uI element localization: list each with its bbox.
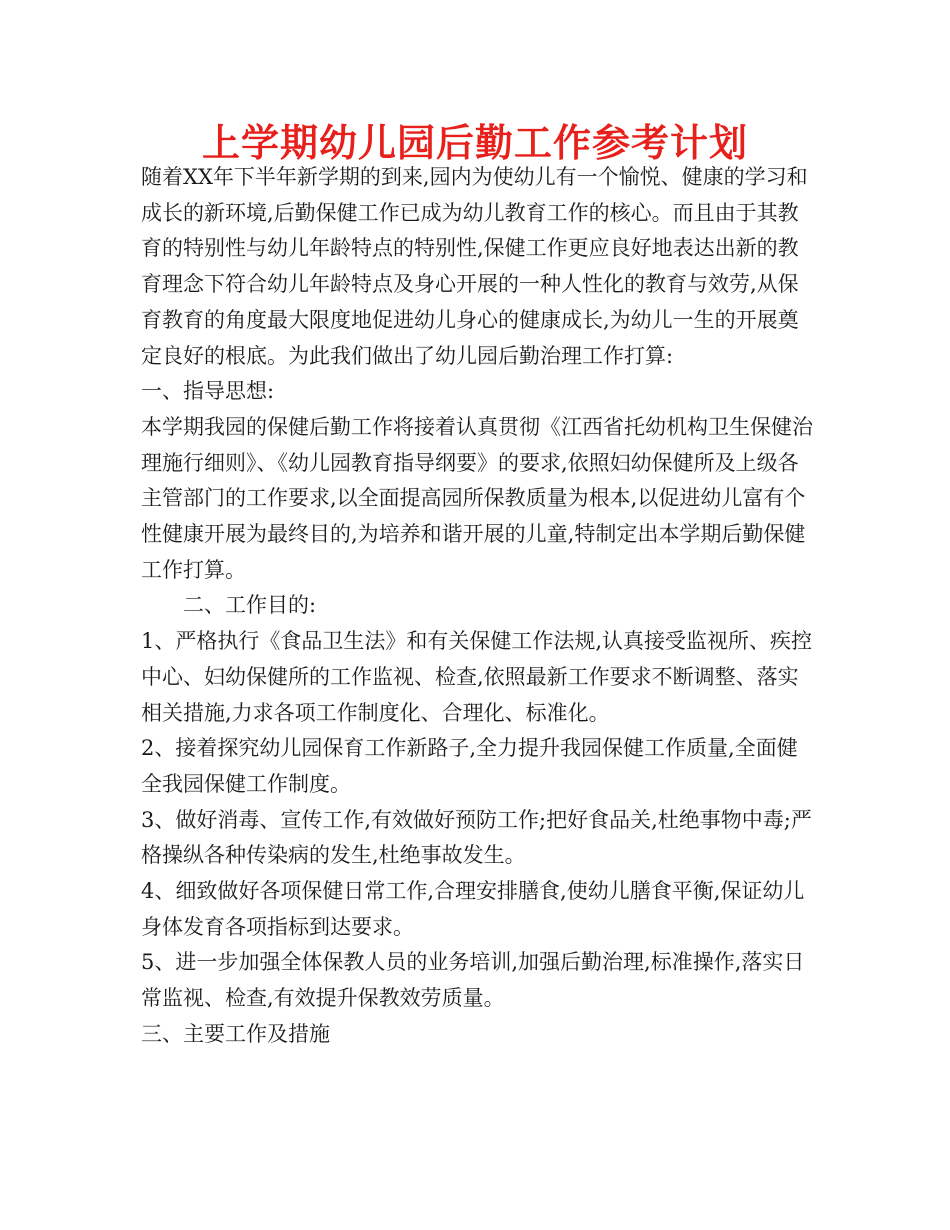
document-title: 上学期幼儿园后勤工作参考计划	[201, 121, 748, 165]
paragraph-guiding-thought: 本学期我园的保健后勤工作将接着认真贯彻《江西省托幼机构卫生保健治理施行细则》、《幼儿园教育指导纲要》的要求,依照妇幼保健所及上级各主管部门的工作要求,以全面提高园所保教质量为根本,以促进幼儿富有个性健康开展为最终目的,为培养和谐开展的儿童,特制定出本学期后勤保健工作打算。	[141, 414, 813, 582]
paragraph-goal-1: 1、严格执行《食品卫生法》和有关保健工作法规,认真接受监视所、疾控中心、妇幼保健所的工作监视、检查,依照最新工作要求不断调整、落实相关措施,力求各项工作制度化、合理化、标准化。	[141, 629, 813, 725]
paragraph-goal-5: 5、进一步加强全体保教人员的业务培训,加强后勤治理,标准操作,落实日常监视、检查,有效提升保教效劳质量。	[141, 950, 805, 1011]
paragraph-goal-3: 3、做好消毒、宣传工作,有效做好预防工作;把好食品关,杜绝事物中毒;严格操纵各种传染病的发生,杜绝事故发生。	[141, 807, 812, 868]
paragraph-intro: 随着XX年下半年新学期的到来,园内为使幼儿有一个愉悦、健康的学习和成长的新环境,后勤保健工作已成为幼儿教育工作的核心。而且由于其教育的特别性与幼儿年龄特点的特别性,保健工作更应良好地表达出新的教育理念下符合幼儿年龄特点及身心开展的一种人性化的教育与效劳,从保育教育的角度最大限度地促进幼儿身心的健康成长,为幼儿一生的开展奠定良好的根底。为此我们做出了幼儿园后勤治理工作打算:	[141, 165, 808, 368]
heading-work-goals: 二、工作目的:	[183, 593, 317, 618]
paragraph-goal-2: 2、接着探究幼儿园保育工作新路子,全力提升我园保健工作质量,全面健全我园保健工作制度。	[141, 736, 798, 796]
document-body	[141, 160, 813, 1053]
paragraph-goal-4: 4、细致做好各项保健日常工作,合理安排膳食,使幼儿膳食平衡,保证幼儿身体发育各项指标到达要求。	[141, 879, 805, 939]
heading-main-work: 三、主要工作及措施	[141, 1021, 330, 1046]
heading-guiding-thought: 一、指导思想:	[141, 379, 275, 404]
